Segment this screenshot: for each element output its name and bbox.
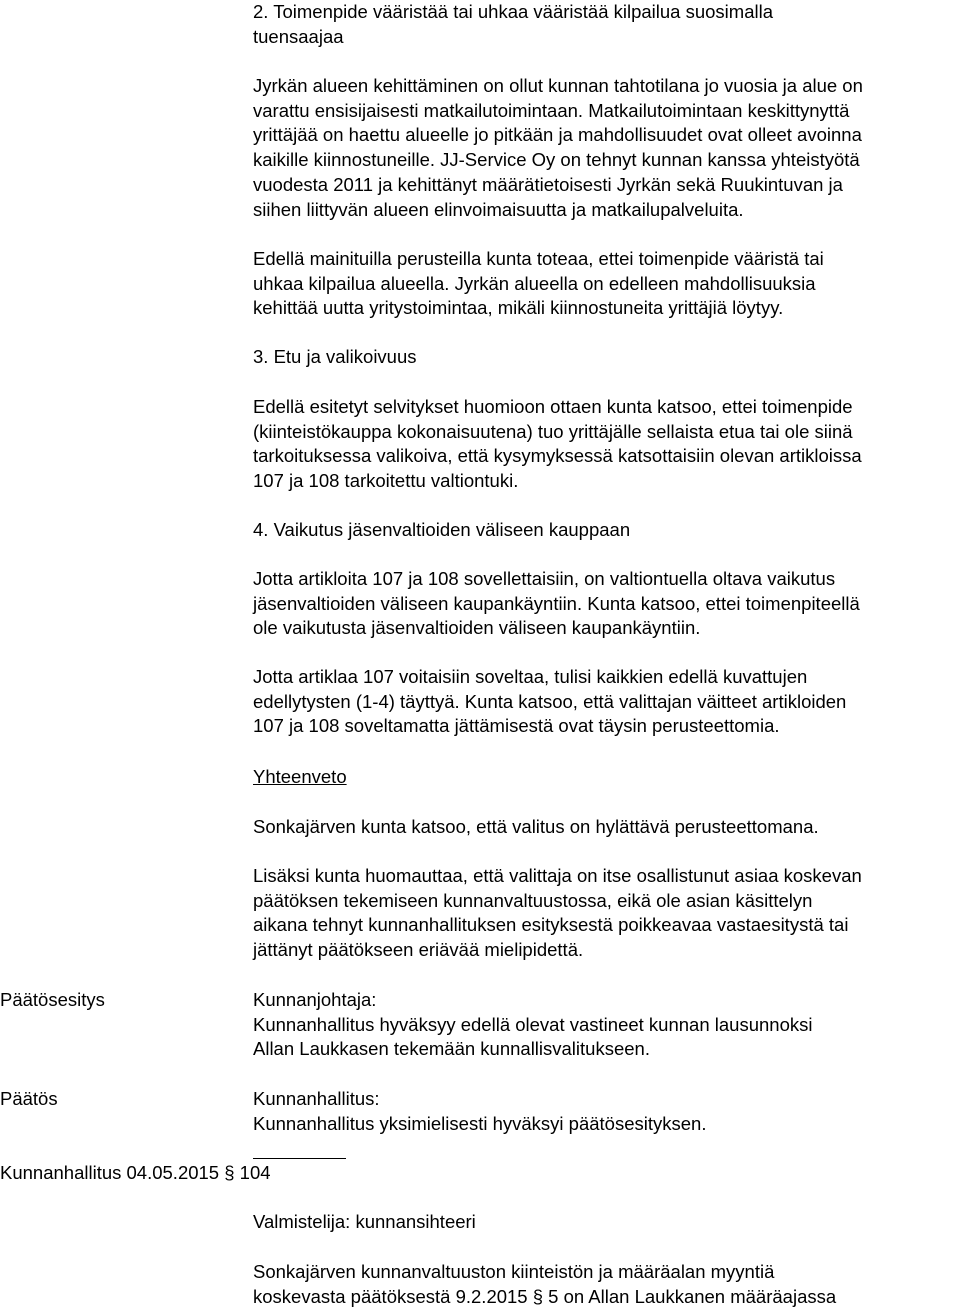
preparer-line: Valmistelija: kunnansihteeri: [253, 1211, 476, 1232]
decision-text: Kunnanhallitus yksimielisesti hyväksyi päätösesityksen.: [253, 1112, 707, 1134]
section-2-heading: 2. Toimenpide vääristää tai uhkaa vääristää kilpailua suosimalla tuensaajaa: [253, 1, 774, 47]
decision-block: [253, 1087, 953, 1136]
section-3-paragraph: Edellä esitetyt selvitykset huomioon ottaen kunta katsoo, ettei toimenpide (kiinteistökauppa kokonaisuutena) tuo yrittäjälle sellaista etua tai ole siinä tarkoituksessa valikoiva, että kysymyksessä katsottaisiin olevan artikloissa 107 ja 108 tarkoitettu valtiontuki.: [253, 396, 862, 492]
section-separator: [253, 1158, 346, 1159]
proposal-block: Kunnanjohtaja: Kunnanhallitus hyväksyy edellä olevat vastineet kunnan lausunnoksi Allan Laukkasen tekemään kunnallisvalitukseen.: [253, 988, 953, 1062]
section-4-paragraph-1: Jotta artikloita 107 ja 108 sovellettaisiin, on valtiontuella oltava vaikutus jäsenvaltioiden väliseen kaupankäyntiin. Kunta katsoo, ettei toimenpiteellä ole vaikutusta jäsenvaltioiden väliseen kaupankäyntiin.: [253, 568, 860, 639]
section-4-paragraph-2: Jotta artiklaa 107 voitaisiin soveltaa, tulisi kaikkien edellä kuvattujen edellytysten (1-4) täyttyä. Kunta katsoo, että valittajan väitteet artikloiden 107 ja 108 soveltamatta jättämisestä ovat täysin perusteettomia.: [253, 666, 847, 737]
summary-paragraph-2: Lisäksi kunta huomauttaa, että valittaja on itse osallistunut asiaa koskevan päätöksen tekemiseen kunnanvaltuustossa, eikä ole asian käsittelyn aikana tehnyt kunnanhallituksen esityksestä poikkeavaa vastaesitystä tai jättänyt päätökseen eriävää mielipidettä.: [253, 865, 862, 961]
meeting-reference: Kunnanhallitus 04.05.2015 § 104: [0, 1162, 271, 1183]
decision-label: Päätös: [0, 1088, 58, 1109]
proposal-label: Päätösesitys: [0, 989, 105, 1010]
proposal-role: Kunnanjohtaja:: [253, 989, 377, 1010]
section-2-paragraph-1: Jyrkän alueen kehittäminen on ollut kunnan tahtotilana jo vuosia ja alue on varattu ensisijaisesti matkailutoimintaan. Matkailutoimintaan keskittynyttä yrittäjää on haettu alueelle jo pitkään ja mahdollisuudet ovat olleet avoinna kaikille kiinnostuneille. JJ-Service Oy on tehnyt kunnan kanssa yhteistyötä vuodesta 2011 ja kehittänyt määrätietoisesti Jyrkän sekä Ruukintuvan ja siihen liittyvän alueen elinvoimaisuutta ja matkailupalveluita.: [253, 75, 863, 220]
decision-role: Kunnanhallitus:: [253, 1088, 380, 1109]
section-4-heading: 4. Vaikutus jäsenvaltioiden väliseen kauppaan: [253, 519, 631, 540]
next-item-paragraph: Sonkajärven kunnanvaltuuston kiinteistön ja määräalan myyntiä koskevasta päätöksestä 9.2.2015 § 5 on Allan Laukkanen määräajassa: [253, 1261, 837, 1307]
summary-heading: Yhteenveto: [253, 766, 347, 787]
section-3-heading: 3. Etu ja valikoivuus: [253, 346, 417, 367]
section-2-paragraph-2: Edellä mainituilla perusteilla kunta toteaa, ettei toimenpide vääristä tai uhkaa kilpailua alueella. Jyrkän alueella on edelleen mahdollisuuksia kehittää uutta yritystoimintaa, mikäli kiinnostuneita yrittäjiä löytyy.: [253, 248, 824, 319]
summary-paragraph-1: Sonkajärven kunta katsoo, että valitus on hylättävä perusteettomana.: [253, 816, 819, 837]
